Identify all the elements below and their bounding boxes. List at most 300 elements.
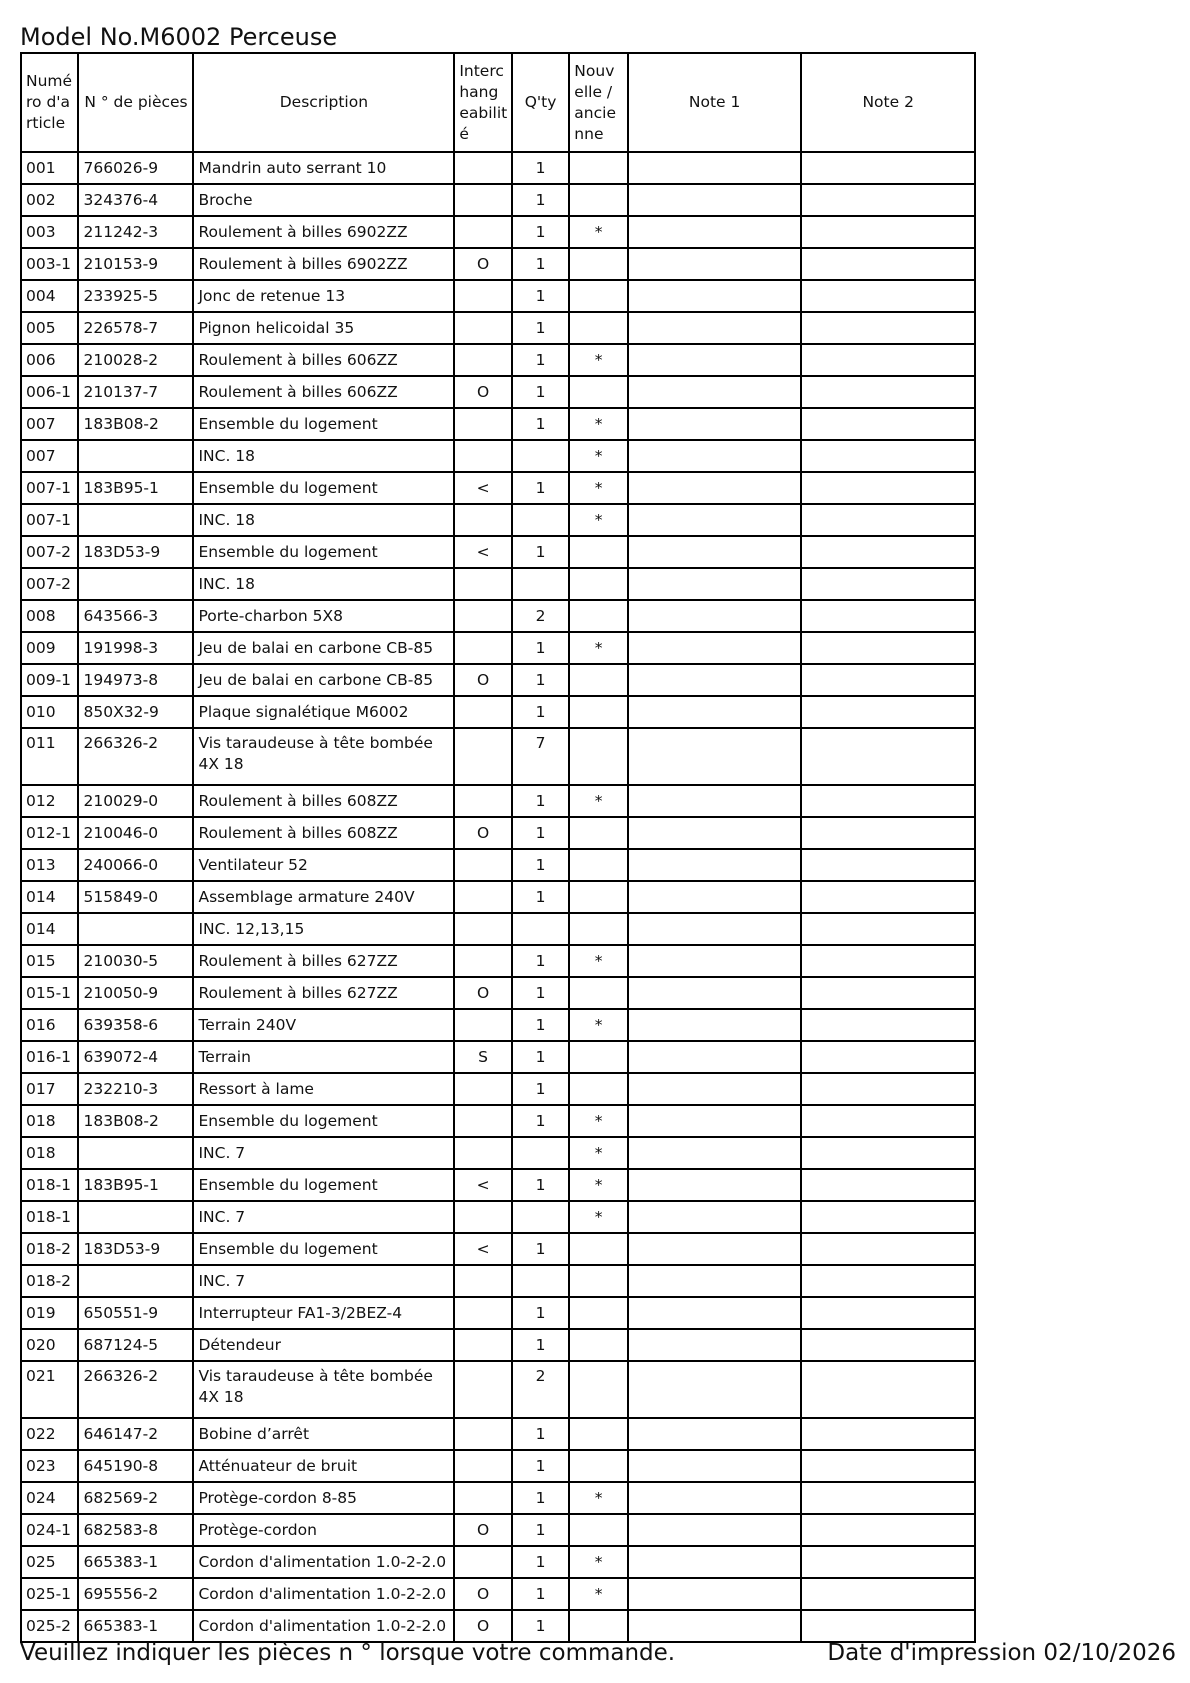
table-row <box>21 216 975 248</box>
quantity-cell: 1 <box>512 184 569 216</box>
part-number-cell <box>78 1265 193 1297</box>
new-old-cell: * <box>569 472 628 504</box>
table-row <box>21 881 975 913</box>
table-row <box>21 472 975 504</box>
item-number-cell: 025 <box>21 1546 78 1578</box>
new-old-cell <box>569 664 628 696</box>
item-number-cell: 018-1 <box>21 1201 78 1233</box>
quantity-cell: 1 <box>512 152 569 184</box>
part-number-cell: 191998-3 <box>78 632 193 664</box>
interchangeability-cell: O <box>454 1610 511 1642</box>
item-number-cell: 006 <box>21 344 78 376</box>
note-1-cell <box>628 1233 802 1265</box>
part-number-cell: 194973-8 <box>78 664 193 696</box>
quantity-cell: 1 <box>512 1233 569 1265</box>
header-part-number: N ° de pièces <box>78 53 193 152</box>
item-number-cell: 009-1 <box>21 664 78 696</box>
part-number-cell: 266326-2 <box>78 1361 193 1418</box>
quantity-cell: 1 <box>512 1610 569 1642</box>
item-number-cell: 007-1 <box>21 472 78 504</box>
note-1-cell <box>628 1137 802 1169</box>
note-2-cell <box>801 1578 975 1610</box>
item-number-cell: 009 <box>21 632 78 664</box>
interchangeability-cell: O <box>454 977 511 1009</box>
item-number-cell: 006-1 <box>21 376 78 408</box>
interchangeability-cell: O <box>454 817 511 849</box>
interchangeability-cell: O <box>454 1578 511 1610</box>
part-number-cell: 646147-2 <box>78 1418 193 1450</box>
note-2-cell <box>801 1201 975 1233</box>
description-cell: Ensemble du logement <box>193 1105 454 1137</box>
description-cell: Roulement à billes 606ZZ <box>193 344 454 376</box>
new-old-cell: * <box>569 1201 628 1233</box>
item-number-cell: 025-1 <box>21 1578 78 1610</box>
interchangeability-cell <box>454 1546 511 1578</box>
quantity-cell <box>512 1201 569 1233</box>
quantity-cell: 1 <box>512 1578 569 1610</box>
quantity-cell: 1 <box>512 280 569 312</box>
note-1-cell <box>628 1418 802 1450</box>
note-1-cell <box>628 1201 802 1233</box>
note-1-cell <box>628 504 802 536</box>
new-old-cell <box>569 1361 628 1418</box>
note-1-cell <box>628 184 802 216</box>
quantity-cell <box>512 913 569 945</box>
note-2-cell <box>801 248 975 280</box>
quantity-cell: 1 <box>512 1297 569 1329</box>
note-1-cell <box>628 1450 802 1482</box>
part-number-cell: 210153-9 <box>78 248 193 280</box>
note-1-cell <box>628 312 802 344</box>
parts-table <box>20 52 976 1643</box>
quantity-cell: 1 <box>512 1418 569 1450</box>
item-number-cell: 025-2 <box>21 1610 78 1642</box>
note-2-cell <box>801 408 975 440</box>
part-number-cell: 232210-3 <box>78 1073 193 1105</box>
quantity-cell <box>512 440 569 472</box>
table-row <box>21 1105 975 1137</box>
item-number-cell: 018-2 <box>21 1265 78 1297</box>
table-row <box>21 376 975 408</box>
note-2-cell <box>801 344 975 376</box>
description-cell: Cordon d'alimentation 1.0-2-2.0 <box>193 1610 454 1642</box>
note-2-cell <box>801 1073 975 1105</box>
item-number-cell: 004 <box>21 280 78 312</box>
note-2-cell <box>801 1450 975 1482</box>
description-cell: Ensemble du logement <box>193 408 454 440</box>
note-1-cell <box>628 248 802 280</box>
interchangeability-cell: < <box>454 1169 511 1201</box>
item-number-cell: 022 <box>21 1418 78 1450</box>
table-row <box>21 280 975 312</box>
note-1-cell <box>628 1041 802 1073</box>
table-row <box>21 1514 975 1546</box>
item-number-cell: 015-1 <box>21 977 78 1009</box>
header-description: Description <box>193 53 454 152</box>
note-2-cell <box>801 472 975 504</box>
interchangeability-cell <box>454 568 511 600</box>
note-2-cell <box>801 1361 975 1418</box>
part-number-cell: 850X32-9 <box>78 696 193 728</box>
new-old-cell: * <box>569 216 628 248</box>
table-row <box>21 849 975 881</box>
new-old-cell <box>569 248 628 280</box>
quantity-cell: 1 <box>512 1329 569 1361</box>
note-1-cell <box>628 344 802 376</box>
header-interchangeability: Interc hang eabilit é <box>454 53 511 152</box>
item-number-cell: 015 <box>21 945 78 977</box>
description-cell: Ensemble du logement <box>193 536 454 568</box>
description-cell: INC. 18 <box>193 440 454 472</box>
table-row <box>21 344 975 376</box>
note-2-cell <box>801 977 975 1009</box>
quantity-cell <box>512 1137 569 1169</box>
description-cell: Terrain <box>193 1041 454 1073</box>
interchangeability-cell <box>454 945 511 977</box>
part-number-cell: 233925-5 <box>78 280 193 312</box>
description-cell: Protège-cordon 8-85 <box>193 1482 454 1514</box>
item-number-cell: 020 <box>21 1329 78 1361</box>
note-1-cell <box>628 376 802 408</box>
interchangeability-cell <box>454 152 511 184</box>
description-cell: INC. 7 <box>193 1137 454 1169</box>
note-2-cell <box>801 913 975 945</box>
part-number-cell: 639358-6 <box>78 1009 193 1041</box>
note-1-cell <box>628 696 802 728</box>
new-old-cell <box>569 536 628 568</box>
quantity-cell: 1 <box>512 1169 569 1201</box>
quantity-cell: 1 <box>512 376 569 408</box>
interchangeability-cell <box>454 280 511 312</box>
description-cell: Atténuateur de bruit <box>193 1450 454 1482</box>
part-number-cell: 515849-0 <box>78 881 193 913</box>
note-1-cell <box>628 440 802 472</box>
new-old-cell <box>569 977 628 1009</box>
part-number-cell <box>78 1137 193 1169</box>
table-row <box>21 1169 975 1201</box>
new-old-cell <box>569 881 628 913</box>
table-row <box>21 1546 975 1578</box>
interchangeability-cell <box>454 1105 511 1137</box>
item-number-cell: 007-2 <box>21 568 78 600</box>
note-2-cell <box>801 184 975 216</box>
part-number-cell: 639072-4 <box>78 1041 193 1073</box>
note-2-cell <box>801 817 975 849</box>
item-number-cell: 002 <box>21 184 78 216</box>
item-number-cell: 013 <box>21 849 78 881</box>
note-2-cell <box>801 600 975 632</box>
part-number-cell: 183B08-2 <box>78 408 193 440</box>
item-number-cell: 016 <box>21 1009 78 1041</box>
table-row <box>21 1450 975 1482</box>
note-1-cell <box>628 1514 802 1546</box>
note-1-cell <box>628 1105 802 1137</box>
interchangeability-cell: O <box>454 248 511 280</box>
quantity-cell: 1 <box>512 216 569 248</box>
description-cell: Cordon d'alimentation 1.0-2-2.0 <box>193 1546 454 1578</box>
part-number-cell <box>78 568 193 600</box>
part-number-cell: 695556-2 <box>78 1578 193 1610</box>
item-number-cell: 014 <box>21 913 78 945</box>
table-row <box>21 1137 975 1169</box>
part-number-cell <box>78 1201 193 1233</box>
interchangeability-cell: < <box>454 536 511 568</box>
table-row <box>21 1009 975 1041</box>
part-number-cell: 682583-8 <box>78 1514 193 1546</box>
description-cell: INC. 12,13,15 <box>193 913 454 945</box>
note-2-cell <box>801 632 975 664</box>
note-2-cell <box>801 849 975 881</box>
table-row <box>21 504 975 536</box>
interchangeability-cell <box>454 312 511 344</box>
note-2-cell <box>801 1169 975 1201</box>
part-number-cell: 682569-2 <box>78 1482 193 1514</box>
item-number-cell: 007 <box>21 408 78 440</box>
new-old-cell <box>569 600 628 632</box>
description-cell: Plaque signalétique M6002 <box>193 696 454 728</box>
item-number-cell: 007 <box>21 440 78 472</box>
table-row <box>21 184 975 216</box>
interchangeability-cell: O <box>454 376 511 408</box>
interchangeability-cell <box>454 913 511 945</box>
note-1-cell <box>628 785 802 817</box>
new-old-cell: * <box>569 440 628 472</box>
description-cell: Ensemble du logement <box>193 1233 454 1265</box>
table-row <box>21 817 975 849</box>
table-row <box>21 600 975 632</box>
note-2-cell <box>801 1514 975 1546</box>
new-old-cell <box>569 1514 628 1546</box>
note-1-cell <box>628 945 802 977</box>
description-cell: Pignon helicoidal 35 <box>193 312 454 344</box>
item-number-cell: 018-2 <box>21 1233 78 1265</box>
item-number-cell: 003 <box>21 216 78 248</box>
part-number-cell <box>78 440 193 472</box>
note-2-cell <box>801 945 975 977</box>
note-2-cell <box>801 280 975 312</box>
new-old-cell: * <box>569 1578 628 1610</box>
new-old-cell: * <box>569 945 628 977</box>
new-old-cell: * <box>569 1546 628 1578</box>
note-1-cell <box>628 536 802 568</box>
note-1-cell <box>628 881 802 913</box>
quantity-cell <box>512 1265 569 1297</box>
new-old-cell <box>569 152 628 184</box>
description-cell: Protège-cordon <box>193 1514 454 1546</box>
item-number-cell: 001 <box>21 152 78 184</box>
interchangeability-cell: O <box>454 664 511 696</box>
note-1-cell <box>628 913 802 945</box>
table-row <box>21 785 975 817</box>
part-number-cell <box>78 504 193 536</box>
table-row <box>21 1073 975 1105</box>
interchangeability-cell <box>454 1361 511 1418</box>
interchangeability-cell <box>454 1329 511 1361</box>
interchangeability-cell <box>454 600 511 632</box>
description-cell: Ressort à lame <box>193 1073 454 1105</box>
item-number-cell: 019 <box>21 1297 78 1329</box>
part-number-cell: 645190-8 <box>78 1450 193 1482</box>
part-number-cell: 240066-0 <box>78 849 193 881</box>
new-old-cell <box>569 817 628 849</box>
description-cell: Interrupteur FA1-3/2BEZ-4 <box>193 1297 454 1329</box>
quantity-cell: 1 <box>512 632 569 664</box>
quantity-cell: 1 <box>512 248 569 280</box>
note-1-cell <box>628 1329 802 1361</box>
note-1-cell <box>628 1546 802 1578</box>
interchangeability-cell <box>454 408 511 440</box>
table-row <box>21 977 975 1009</box>
description-cell: Roulement à billes 608ZZ <box>193 785 454 817</box>
quantity-cell: 1 <box>512 1041 569 1073</box>
note-2-cell <box>801 1041 975 1073</box>
note-2-cell <box>801 1482 975 1514</box>
table-row <box>21 913 975 945</box>
note-2-cell <box>801 785 975 817</box>
interchangeability-cell <box>454 1482 511 1514</box>
header-quantity: Q'ty <box>512 53 569 152</box>
item-number-cell: 007-1 <box>21 504 78 536</box>
quantity-cell: 1 <box>512 472 569 504</box>
item-number-cell: 018-1 <box>21 1169 78 1201</box>
description-cell: Roulement à billes 627ZZ <box>193 945 454 977</box>
new-old-cell: * <box>569 408 628 440</box>
new-old-cell <box>569 1073 628 1105</box>
quantity-cell: 2 <box>512 600 569 632</box>
note-2-cell <box>801 152 975 184</box>
part-number-cell: 183D53-9 <box>78 536 193 568</box>
part-number-cell: 665383-1 <box>78 1610 193 1642</box>
part-number-cell: 183B95-1 <box>78 1169 193 1201</box>
new-old-cell <box>569 913 628 945</box>
description-cell: Détendeur <box>193 1329 454 1361</box>
note-1-cell <box>628 664 802 696</box>
description-cell: Roulement à billes 6902ZZ <box>193 216 454 248</box>
quantity-cell: 1 <box>512 664 569 696</box>
quantity-cell: 1 <box>512 536 569 568</box>
part-number-cell: 183B95-1 <box>78 472 193 504</box>
part-number-cell: 183D53-9 <box>78 1233 193 1265</box>
interchangeability-cell <box>454 1073 511 1105</box>
description-cell: Roulement à billes 608ZZ <box>193 817 454 849</box>
description-cell: Assemblage armature 240V <box>193 881 454 913</box>
note-1-cell <box>628 280 802 312</box>
new-old-cell <box>569 1233 628 1265</box>
note-2-cell <box>801 1297 975 1329</box>
item-number-cell: 023 <box>21 1450 78 1482</box>
table-row <box>21 1297 975 1329</box>
description-cell: Ventilateur 52 <box>193 849 454 881</box>
note-2-cell <box>801 440 975 472</box>
new-old-cell <box>569 728 628 785</box>
note-1-cell <box>628 1297 802 1329</box>
table-row <box>21 1482 975 1514</box>
note-2-cell <box>801 312 975 344</box>
quantity-cell <box>512 504 569 536</box>
note-1-cell <box>628 1361 802 1418</box>
item-number-cell: 018 <box>21 1137 78 1169</box>
new-old-cell: * <box>569 1482 628 1514</box>
new-old-cell: * <box>569 1009 628 1041</box>
part-number-cell: 210029-0 <box>78 785 193 817</box>
item-number-cell: 024-1 <box>21 1514 78 1546</box>
new-old-cell <box>569 376 628 408</box>
item-number-cell: 012 <box>21 785 78 817</box>
table-row <box>21 1233 975 1265</box>
new-old-cell <box>569 1297 628 1329</box>
part-number-cell: 211242-3 <box>78 216 193 248</box>
new-old-cell: * <box>569 344 628 376</box>
part-number-cell: 687124-5 <box>78 1329 193 1361</box>
note-2-cell <box>801 1105 975 1137</box>
description-cell: Ensemble du logement <box>193 472 454 504</box>
interchangeability-cell: O <box>454 1514 511 1546</box>
interchangeability-cell <box>454 1418 511 1450</box>
item-number-cell: 016-1 <box>21 1041 78 1073</box>
new-old-cell: * <box>569 1169 628 1201</box>
new-old-cell: * <box>569 785 628 817</box>
parts-table-body <box>21 152 975 1642</box>
new-old-cell <box>569 1041 628 1073</box>
document-title: Model No.M6002 Perceuse <box>20 23 338 51</box>
interchangeability-cell <box>454 184 511 216</box>
note-1-cell <box>628 600 802 632</box>
new-old-cell <box>569 696 628 728</box>
item-number-cell: 021 <box>21 1361 78 1418</box>
interchangeability-cell <box>454 216 511 248</box>
description-cell: INC. 7 <box>193 1265 454 1297</box>
item-number-cell: 012-1 <box>21 817 78 849</box>
description-cell: Roulement à billes 6902ZZ <box>193 248 454 280</box>
item-number-cell: 008 <box>21 600 78 632</box>
item-number-cell: 024 <box>21 1482 78 1514</box>
header-new-old: Nouv elle / ancie nne <box>569 53 628 152</box>
interchangeability-cell <box>454 440 511 472</box>
note-2-cell <box>801 696 975 728</box>
description-cell: Terrain 240V <box>193 1009 454 1041</box>
interchangeability-cell <box>454 1201 511 1233</box>
note-1-cell <box>628 408 802 440</box>
table-row <box>21 632 975 664</box>
item-number-cell: 011 <box>21 728 78 785</box>
quantity-cell: 1 <box>512 1482 569 1514</box>
table-row <box>21 664 975 696</box>
quantity-cell: 1 <box>512 696 569 728</box>
description-cell: Vis taraudeuse à tête bombée 4X 18 <box>193 1361 454 1418</box>
note-2-cell <box>801 1418 975 1450</box>
quantity-cell: 2 <box>512 1361 569 1418</box>
part-number-cell: 766026-9 <box>78 152 193 184</box>
note-1-cell <box>628 1265 802 1297</box>
part-number-cell: 210137-7 <box>78 376 193 408</box>
item-number-cell: 017 <box>21 1073 78 1105</box>
note-2-cell <box>801 504 975 536</box>
description-cell: Broche <box>193 184 454 216</box>
note-2-cell <box>801 1265 975 1297</box>
note-2-cell <box>801 728 975 785</box>
description-cell: Roulement à billes 627ZZ <box>193 977 454 1009</box>
note-2-cell <box>801 1137 975 1169</box>
description-cell: Cordon d'alimentation 1.0-2-2.0 <box>193 1578 454 1610</box>
header-note-1: Note 1 <box>628 53 802 152</box>
quantity-cell: 1 <box>512 785 569 817</box>
interchangeability-cell <box>454 1137 511 1169</box>
interchangeability-cell <box>454 728 511 785</box>
interchangeability-cell: S <box>454 1041 511 1073</box>
note-2-cell <box>801 536 975 568</box>
new-old-cell <box>569 1329 628 1361</box>
new-old-cell: * <box>569 1105 628 1137</box>
